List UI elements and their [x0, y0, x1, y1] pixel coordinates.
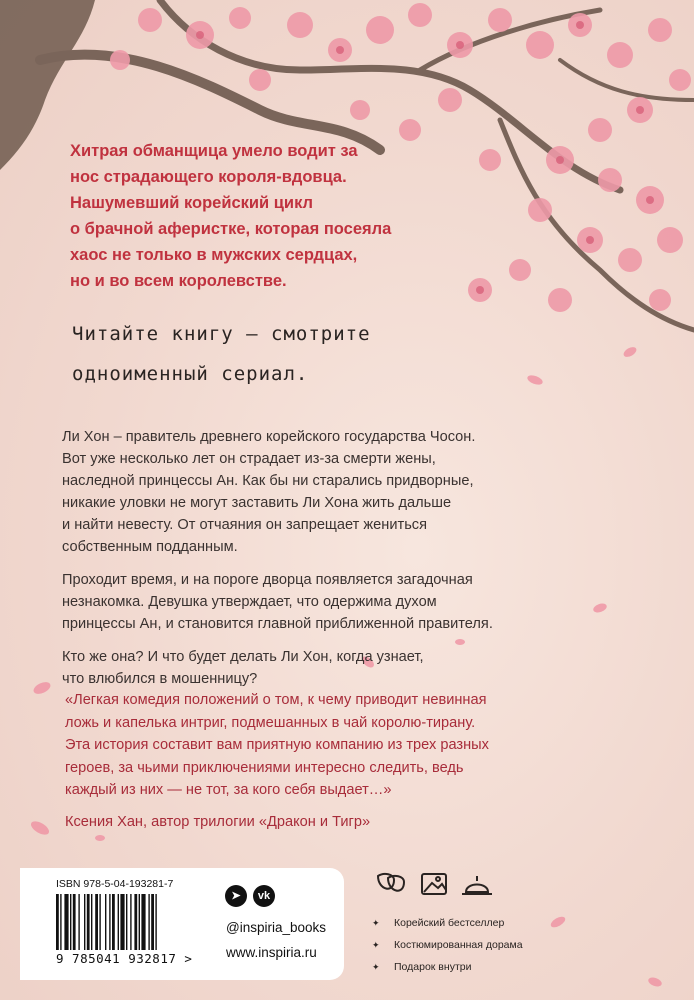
barcode-bar: [151, 894, 154, 950]
social-handle[interactable]: @inspiria_books: [226, 920, 327, 935]
gift-bell-icon: [462, 876, 492, 894]
barcode-bar: [56, 894, 59, 950]
review-quote: [65, 689, 635, 833]
barcode-bar: [73, 894, 76, 950]
barcode-bar: [141, 894, 145, 950]
feature-item: [372, 934, 523, 956]
feature-label: Корейский бестселлер: [394, 917, 505, 929]
picture-icon: [422, 874, 446, 894]
hook-line: но и во всем королевстве.: [70, 272, 287, 290]
hook-line: Хитрая обманщица умело водит за: [70, 142, 358, 160]
synopsis: [62, 426, 622, 701]
barcode-bar: [60, 894, 61, 950]
barcode-bar: [130, 894, 131, 950]
feature-label: Костюмированная дорама: [394, 939, 523, 951]
ean-number: 9 785041 932817 >: [56, 951, 193, 966]
synopsis-line: Ли Хон – правитель древнего корейского государства Чосон.: [62, 429, 476, 445]
badge-icons: [372, 868, 512, 902]
barcode-bar: [139, 894, 140, 950]
quote-author: Ксения Хан, автор трилогии «Дракон и Тигр»: [65, 813, 371, 830]
hook-text: [70, 138, 400, 294]
website-link[interactable]: www.inspiria.ru: [226, 945, 317, 960]
barcode-bar: [99, 894, 100, 950]
barcode-bar: [64, 894, 68, 950]
barcode-bar: [155, 894, 156, 950]
feature-list: [372, 912, 523, 978]
synopsis-line: собственным подданным.: [62, 539, 238, 555]
quote-line: «Легкая комедия положений о том, к чему приводит невинная: [65, 692, 487, 708]
synopsis-paragraph: [62, 646, 622, 690]
barcode-bar: [84, 894, 85, 950]
barcode-bar: [118, 894, 119, 950]
masks-icon: [378, 874, 404, 891]
barcode-bar: [87, 894, 90, 950]
hook-line: о брачной аферистке, которая посеяла: [70, 220, 392, 238]
star-icon: ✦: [372, 917, 380, 928]
barcode-bar: [91, 894, 92, 950]
barcode-bar: [126, 894, 127, 950]
synopsis-line: наследной принцессы Ан. Как бы ни старались придворные,: [62, 473, 474, 489]
synopsis-line: принцессы Ан, и становится главной приближенной правителя.: [62, 616, 493, 632]
barcode-bar: [120, 894, 124, 950]
vk-icon[interactable]: vk: [253, 885, 275, 907]
quote-line: Эта история составит вам приятную компанию из трех разных: [65, 737, 489, 753]
hook-line: Нашумевший корейский цикл: [70, 194, 314, 212]
barcode-bar: [148, 894, 149, 950]
barcode-bar: [78, 894, 79, 950]
feature-label: Подарок внутри: [394, 961, 472, 973]
isbn-label: ISBN 978-5-04-193281-7: [56, 878, 174, 890]
synopsis-line: Кто же она? И что будет делать Ли Хон, когда узнает,: [62, 649, 424, 665]
social-icons: [225, 885, 281, 907]
handwritten-tagline: [72, 314, 371, 394]
synopsis-line: Вот уже несколько лет он страдает из-за смерти жены,: [62, 451, 436, 467]
synopsis-line: Проходит время, и на пороге дворца появляется загадочная: [62, 572, 473, 588]
quote-line: ложь и капелька интриг, подмешанных в чай королю-тирану.: [65, 714, 476, 731]
quote-line: героев, за чьими приключениями интересно следить, ведь: [65, 759, 464, 776]
synopsis-paragraph: [62, 426, 622, 558]
barcode-bar: [112, 894, 115, 950]
feature-item: [372, 956, 523, 978]
star-icon: ✦: [372, 939, 380, 950]
hook-line: хаос не только в мужских сердцах,: [70, 246, 358, 264]
tagline-line: одноименный сериал.: [72, 363, 309, 385]
feature-item: [372, 912, 523, 934]
telegram-icon[interactable]: ➤: [225, 885, 247, 907]
barcode-bar: [109, 894, 110, 950]
tagline-line: Читайте книгу — смотрите: [72, 323, 371, 345]
synopsis-line: и найти невесту. От отчаяния он запрещает жениться: [62, 517, 427, 533]
barcode-bar: [105, 894, 106, 950]
barcode-bar: [134, 894, 137, 950]
barcode-bar: [70, 894, 71, 950]
synopsis-line: что влюбился в мошенницу?: [62, 671, 258, 687]
synopsis-paragraph: [62, 569, 622, 635]
barcode-bar: [95, 894, 98, 950]
synopsis-line: незнакомка. Девушка утверждает, что одержима духом: [62, 594, 437, 610]
star-icon: ✦: [372, 961, 380, 972]
barcode: [56, 894, 206, 950]
quote-line: каждый из них — не тот, за кого себя выдает…»: [65, 782, 392, 798]
hook-line: нос страдающего короля-вдовца.: [70, 168, 347, 186]
synopsis-line: никакие уловки не могут заставить Ли Хона жить дальше: [62, 495, 452, 511]
